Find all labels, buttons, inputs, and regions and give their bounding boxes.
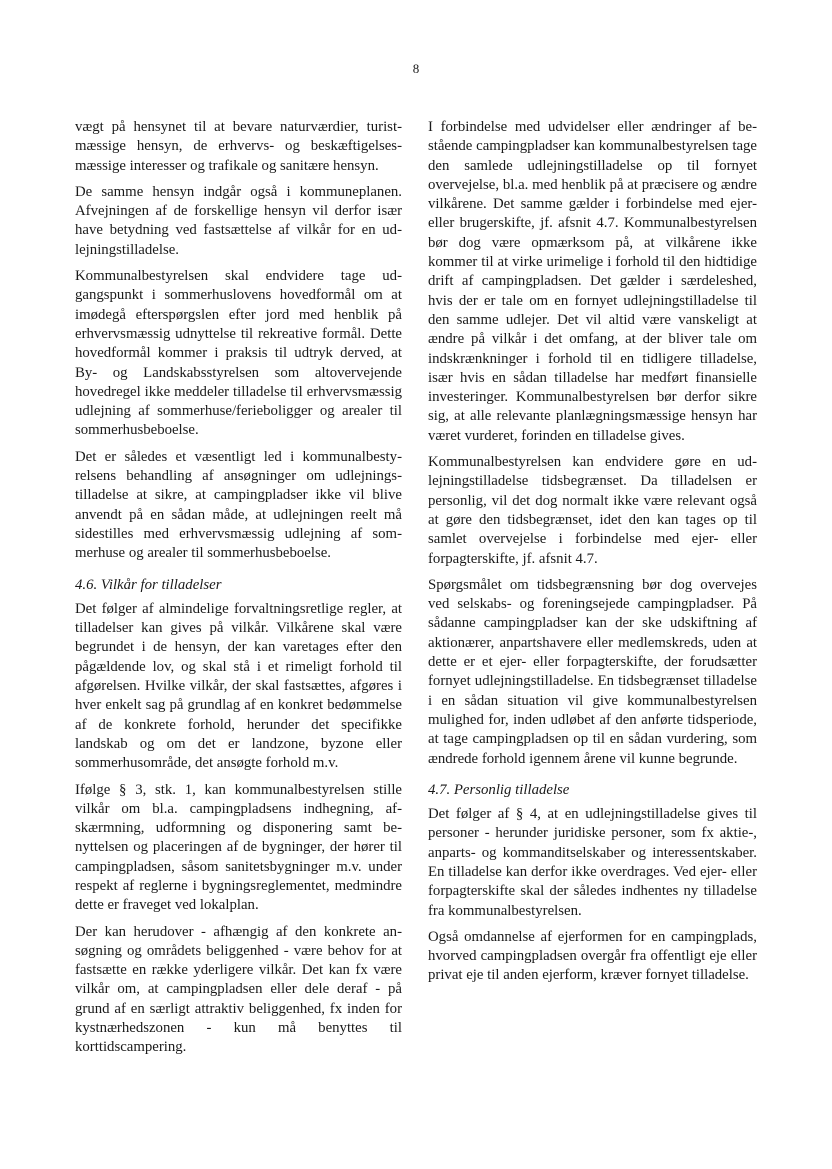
paragraph: Spørgsmålet om tidsbegrænsning bør dog overvejes ved selskabs- og foreningsejede campingpladser. På sådanne campingpladser kan der ske udskiftning af aktionærer, anpartshavere eller medlemskreds, uden at dette er et ejer- eller forpagterskifte, der forudsætter fornyet udlejningstilladelse. En tidsbegrænset tilladelse i en sådan situation vil give kommunalbestyrelsen mulighed for, inden udløbet af den anførte tidsperiode, at tage campingpladsen op til en sådan vurdering, som ændrede forhold igennem årene vil kunne begrunde. (428, 576, 757, 767)
paragraph: Også omdannelse af ejerformen for en campingplads, hvorved campingpladsen overgår fra offentligt eje eller privat eje til anden ejerform, kræver fornyet tilladelse. (428, 928, 757, 984)
paragraph: I forbindelse med udvidelser eller ændringer af bestående campingpladser kan kommunalbestyrelsen tage den samlede udlejningstilladelse op til fornyet overvejelse, bl.a. med henblik på at præcisere og ændre vilkårene. Det samme gælder i forbindelse med ejer- eller brugerskifte, jf. afsnit 4.7. Kommunalbestyrelsen bør dog være opmærksom på, at vilkårene ikke kommer til at virke urimelige i forhold til den hidtidige drift af campingpladsen. Det gælder i særdeleshed, hvis der er tale om en fornyet udlejningstilladelse til den samme udlejer. Det vil altid være vanskeligt at ændre på vilkår i det omfang, at der bliver tale om indskrænkninger i forhold til en tidligere tilladelse, især hvis en sådan tilladelse har medført finansielle investeringer. Kommunalbestyrelsen bør derfor sikre sig, at alle relevante planlægningsmæssige hensyn har været vurderet, forinden en tilladelse gives. (428, 119, 757, 444)
section-heading-4-6: 4.6. Vilkår for tilladelser (75, 576, 222, 593)
left-column (75, 118, 402, 1065)
paragraph: Kommunalbestyrelsen kan endvidere gøre en udlejningstilladelse tidsbegrænset. Da tilladelsen er personlig, vil det dog normalt ikke være relevant også at gøre den tidsbegrænset, idet den kan tages op til samlet overvejelse i forbindelse med ejer- eller forpagterskifte, jf. afsnit 4.7. (428, 454, 757, 567)
paragraph: Der kan herudover - afhængig af den konkrete ansøgning og områdets beliggenhed - være behov for at fastsætte en række yderligere vilkår. Det kan fx være vilkår om, at campingpladsen eller dele deraf - på grund af en særligt attraktiv beliggenhed, fx inden for kystnærhedszonen - kun må benyttes til korttidscampering. (75, 923, 402, 1056)
paragraph: Ifølge § 3, stk. 1, kan kommunalbestyrelsen stille vilkår om bl.a. campingpladsens indhegning, afskærmning, udformning og disponering samt benyttelsen og placeringen af de bygninger, der hører til campingpladsen, såsom sanitetsbygninger m.v. under respekt af reglerne i bygningsreglementet, medmindre dette er fraveget ved lokalplan. (75, 781, 402, 914)
paragraph: Det er således et væsentligt led i kommunalbestyrelsens behandling af ansøgninger om udlejningstilladelse at sikre, at campingpladser ikke vil blive anvendt på en sådan måde, at udlejningen reelt må sidestilles med erhvervsmæssig udlejning af sommerhuse og arealer til sommerhusbeboelse. (75, 448, 402, 562)
paragraph: Kommunalbestyrelsen skal endvidere tage udgangspunkt i sommerhuslovens hovedformål om at imødegå efterspørgslen efter jord med henblik på erhvervsmæssig udnyttelse til rekreative formål. Dette hovedformål kommer i praksis til udtryk derved, at By- og Landskabsstyrelsen som altovervejende hovedregel ikke meddeler tilladelse til erhvervsmæssig udlejning af sommerhuse/ferieboligger og arealer til sommerhusbeboelse. (75, 268, 402, 439)
paragraph: Det følger af § 4, at en udlejningstilladelse gives til personer - herunder juridiske personer, som fx aktie-, anparts- og kommanditselskaber og interessentskaber. En tilladelse kan derfor ikke overdrages. Ved ejer- eller forpagterskifte skal der således indhentes ny tilladelse fra kommunalbestyrelsen. (428, 806, 757, 919)
right-column (428, 118, 757, 993)
page-number: 8 (412, 61, 420, 76)
section-heading-4-7: 4.7. Personlig tilladelse (428, 781, 570, 798)
paragraph: vægt på hensynet til at bevare naturværdier, turistmæssige hensyn, de erhvervs- og beskæftigelsesmæssige interesser og trafikale og sanitære hensyn. (75, 119, 402, 174)
paragraph: De samme hensyn indgår også i kommuneplanen. Afvejningen af de forskellige hensyn vil derfor især have betydning ved fastsættelse af vilkår for en udlejningstilladelse. (75, 183, 402, 258)
paragraph: Det følger af almindelige forvaltningsretlige regler, at tilladelser kan gives på vilkår. Vilkårene skal være begrundet i de hensyn, der kan varetages efter den pågældende lov, og skal stå i et rimeligt forhold til afgørelsen. Hvilke vilkår, der skal fastsættes, afgøres i hver enkelt sag på grundlag af en konkret bedømmelse af de konkrete forhold, herunder det specifikke landskab og om det er landzone, byzone eller sommerhusområde, det ansøgte forhold m.v. (75, 600, 402, 772)
